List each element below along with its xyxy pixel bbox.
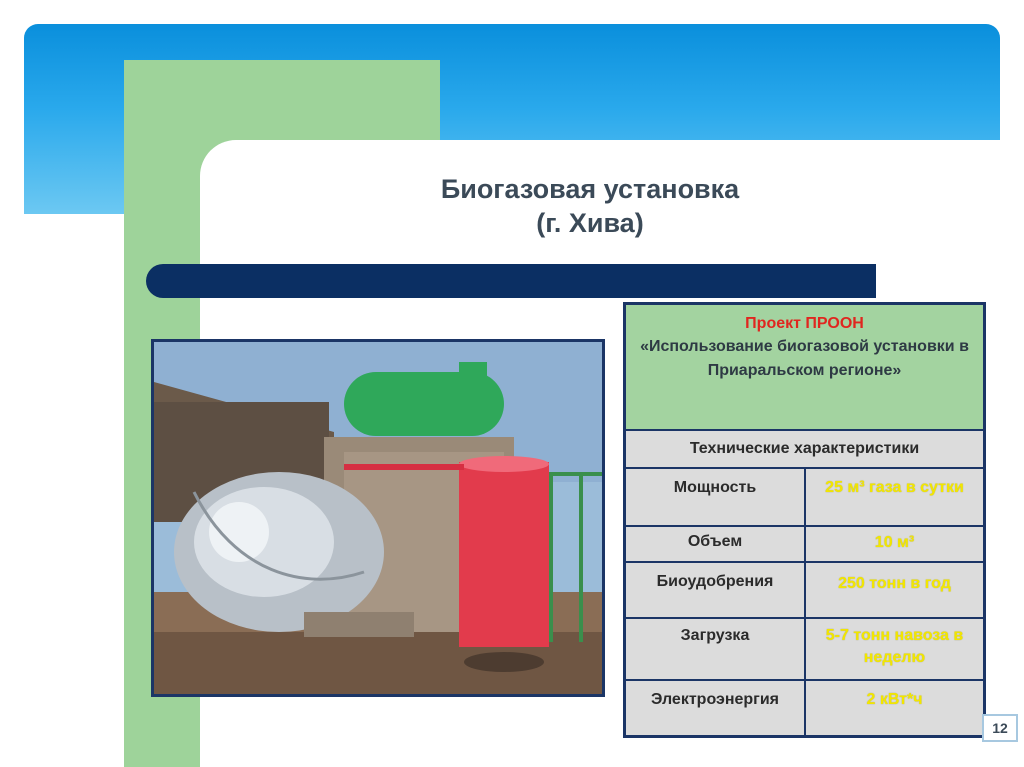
- tech-info-table: [623, 302, 986, 738]
- row-name: Электроэнергия: [626, 681, 806, 735]
- row-name: Мощность: [626, 469, 806, 525]
- slide-title: [380, 172, 800, 240]
- table-row: [626, 681, 983, 735]
- page-number: 12: [982, 714, 1018, 742]
- biogas-plant-photo: [151, 339, 605, 697]
- table-row: [626, 469, 983, 527]
- row-value: 10 м³: [806, 527, 983, 561]
- row-value: 250 тонн в год: [806, 563, 983, 617]
- row-name: Объем: [626, 527, 806, 561]
- project-label: Проект ПРООН: [745, 315, 864, 332]
- table-row: [626, 527, 983, 563]
- title-divider-bar: [146, 264, 876, 298]
- row-name: Загрузка: [626, 619, 806, 679]
- project-name: «Использование биогазовой установки в Приаральском регионе»: [640, 338, 969, 379]
- slide-title-line2: (г. Хива): [536, 208, 644, 238]
- tech-header: Технические характеристики: [626, 431, 983, 469]
- row-value: 5-7 тонн навоза в неделю: [806, 619, 983, 679]
- row-value: 25 м³ газа в сутки: [806, 469, 983, 525]
- table-row: [626, 563, 983, 619]
- table-row: [626, 619, 983, 681]
- row-value: 2 кВт*ч: [806, 681, 983, 735]
- slide-title-line1: Биогазовая установка: [440, 174, 740, 204]
- row-name: Биоудобрения: [626, 563, 806, 617]
- project-header: [626, 305, 983, 431]
